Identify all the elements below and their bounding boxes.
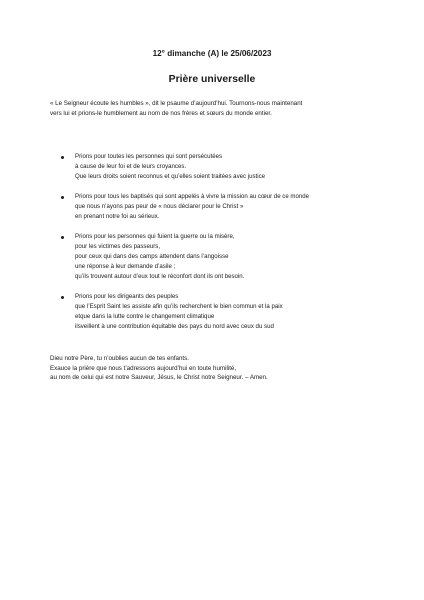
conclusion-paragraph bbox=[50, 354, 390, 383]
petition-line: que l’Esprit Saint les assiste afin qu’ils recherchent le bien commun et la paix bbox=[75, 303, 283, 311]
conclusion-line: Dieu notre Père, tu n’oublies aucun de tes enfants. bbox=[50, 355, 189, 362]
petition-line: pour les victimes des passeurs, bbox=[75, 243, 161, 251]
petition-line: Prions pour tous les baptisés qui sont appelés à vivre la mission au cœur de ce monde bbox=[75, 193, 310, 201]
petition-line: Prions pour les dirigeants des peuples bbox=[75, 293, 179, 301]
date-heading: 12° dimanche (A) le 25/06/2023 bbox=[152, 49, 272, 58]
petition-line: à cause de leur foi et de leurs croyances. bbox=[75, 162, 187, 170]
bullet-icon bbox=[61, 196, 64, 199]
petition-line: etque dans la lutte contre le changement climatique bbox=[75, 312, 215, 320]
petition-line: une réponse à leur demande d’asile ; bbox=[75, 262, 176, 270]
page-title: Prière universelle bbox=[168, 74, 256, 85]
petition-line: pour ceux qui dans des camps attendent dans l’angoisse bbox=[75, 253, 229, 261]
bullet-icon bbox=[61, 236, 64, 239]
intro-paragraph bbox=[50, 99, 390, 118]
petition-line: Que leurs droits soient reconnus et qu’elles soient traitées avec justice bbox=[75, 172, 266, 180]
petition-item bbox=[66, 152, 386, 182]
conclusion-line: au nom de celui qui est notre Sauveur, Jésus, le Christ notre Seigneur. – Amen. bbox=[50, 374, 268, 382]
intro-line: « Le Seigneur écoute les humbles », dit le psaume d’aujourd’hui. Tournons-nous maintenant bbox=[50, 100, 303, 107]
petition-line: ilsveillent à une contribution équitable des pays du nord avec ceux du sud bbox=[75, 322, 274, 330]
intro-line: vers lui et prions-le humblement au nom de nos frères et sœurs du monde entier. bbox=[50, 109, 272, 117]
bullet-icon bbox=[61, 296, 64, 299]
petition-line: qu’ils trouvent autour d’eux tout le réconfort dont ils ont besoin. bbox=[75, 272, 245, 280]
petition-line: Prions pour les personnes qui fuient la guerre ou la misère, bbox=[75, 233, 235, 241]
petition-line: en prenant notre foi au sérieux. bbox=[75, 212, 160, 220]
petition-line: Prions pour toutes les personnes qui sont persécutées bbox=[75, 153, 223, 160]
petition-item bbox=[66, 232, 386, 282]
petition-list bbox=[66, 152, 386, 342]
petition-item bbox=[66, 192, 386, 222]
conclusion-line: Exauce la prière que nous t’adressons aujourd’hui en toute humilité, bbox=[50, 364, 237, 372]
bullet-icon bbox=[61, 156, 64, 159]
petition-line: que nous n’ayons pas peur de « nous déclarer pour le Christ » bbox=[75, 203, 244, 211]
petition-item bbox=[66, 292, 386, 332]
